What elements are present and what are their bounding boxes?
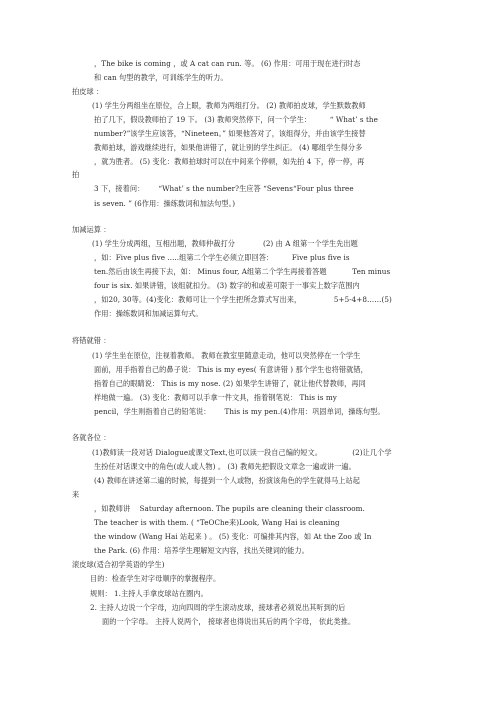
text-line: (4) 教师在讲述第二遍的时候，每提到一个人或物，扮演该角色的学生就得马上站起 — [94, 476, 360, 485]
text-line: The teacher is with them. ( “TeOChe来)Look, Wang Hai is cleaning — [94, 518, 340, 527]
text-line: 面前，用手指着自己的鼻子说： This is my eyes( 有意讲错 ) 那个学生也将错就错， — [94, 365, 368, 374]
text-line: pencil，学生则指着自己的铅笔说： This is my pen.(4)作用：巩固单词，操练句型。 — [94, 407, 385, 416]
text-line: number?”该学生应该答，“Nineteen。” 如果他答对了，该组得分，并由该学生接替 — [94, 129, 366, 138]
section-heading: 滚皮球(适合初学英语的学生) — [72, 560, 165, 569]
text-line: 拍了几下，假设教师拍了 19 下。 (3) 教师突然停下，问一个学生： “ What’ s the — [94, 115, 378, 124]
text-line: 教师拍球，游戏继续进行，如果他讲错了，就让别的学生纠正。 (4) 哪组学生得分多 — [94, 143, 363, 152]
text-line: (1)教师读一段对话 Dialogue或课文Text,也可以读一段自己编的短文。 (2)让几个学 — [92, 448, 392, 457]
section-heading: 加减运算 ： — [72, 225, 111, 234]
text-line: 面的一个字母。 主持人说两个， 接球者也得说出其后的两个字母， 依此类推。 — [102, 617, 356, 626]
text-line: ，如教师讲 Saturday afternoon. The pupils are cleaning their classroom. — [94, 504, 365, 513]
section-heading: 将错就错 ： — [72, 336, 111, 345]
text-line: 指着自己的眼睛说： This is my nose. (2) 如果学生讲错了，就让他代替教师，再同 — [94, 379, 366, 388]
section-heading: 各就各位 ： — [72, 433, 111, 442]
text-line: four is six. 如果讲错，该组就扣分。 (3) 数字的和或差可限于一事实上数字范围内 — [94, 281, 360, 290]
text-line: ，如20, 30等。(4)变化：教师可让一个学生把所念算式写出来， 5+5-4+8……(5) — [94, 295, 392, 304]
text-line: 2. 主持人边说一个字母，边向四周的学生滚动皮球，接球者必须说出其听到的后 — [90, 603, 346, 612]
text-line: 3 下，接着问： “What’ s the number?生应答 “Sevens“Four plus three — [94, 184, 354, 193]
text-line: 样地做一遍。 (3) 变化：教师可以手拿一件文具，指着钢笔说： This is my — [94, 393, 337, 402]
text-line: ten.然后由该生再接下去，如： Minus four, A组第二个学生再接着答题 Ten minus — [94, 267, 391, 276]
text-line: 作用：操练数词和加减运算句式。 — [94, 309, 203, 318]
text-line: is seven. ” (6作用：操练数词和加法句型。) — [94, 199, 236, 208]
text-line: the Park. (6) 作用：培养学生理解短文内容，找出关键词的能力。 — [94, 546, 309, 555]
text-line: (1) 学生分成两组，互相出题，教师仲裁打分 (2) 由 A 组第一个学生先出题 — [92, 239, 358, 248]
text-line: the window (Wang Hai 站起来 ) 。 (5) 变化：可编排其内容，如 At the Zoo 或 In — [94, 532, 372, 541]
text-line: 拍 — [72, 170, 80, 179]
text-line: 来 — [72, 490, 80, 499]
text-line: ，The bike is coming ，或 A cat can run. 等。 (6) 作用：可用于现在进行时态 — [94, 59, 361, 68]
text-line: 和 can 句型的教学，可训练学生的听力。 — [94, 73, 228, 82]
text-line: (1) 学生坐在原位，注视着教师。 教师在教室里随意走动，他可以突然停在一个学生 — [92, 351, 361, 360]
text-line: 目的：检查学生对字母顺序的掌握程序。 — [90, 574, 221, 583]
text-line: (1) 学生分两组坐在原位，合上眼，教师为两组打分。 (2) 教师拍皮球，学生默数教师 — [92, 101, 366, 110]
text-line: 规则： 1.主持人手拿皮球站在圈内。 — [90, 589, 208, 598]
text-line: ，就为胜者。 (5) 变化：教师拍球时可以在中间来个停顿，如先拍 4 下，停一停，再 — [94, 157, 365, 166]
text-line: ，如：Five plus five .....组第二个学生必须立即回答： Five plus five is — [94, 253, 350, 262]
text-line: 生扮任对话课文中的角色(或人或人物) 。 (3) 教师先把假设文章念一遍或讲一遍。 — [94, 462, 356, 471]
section-heading: 拍皮球 ： — [72, 87, 104, 96]
